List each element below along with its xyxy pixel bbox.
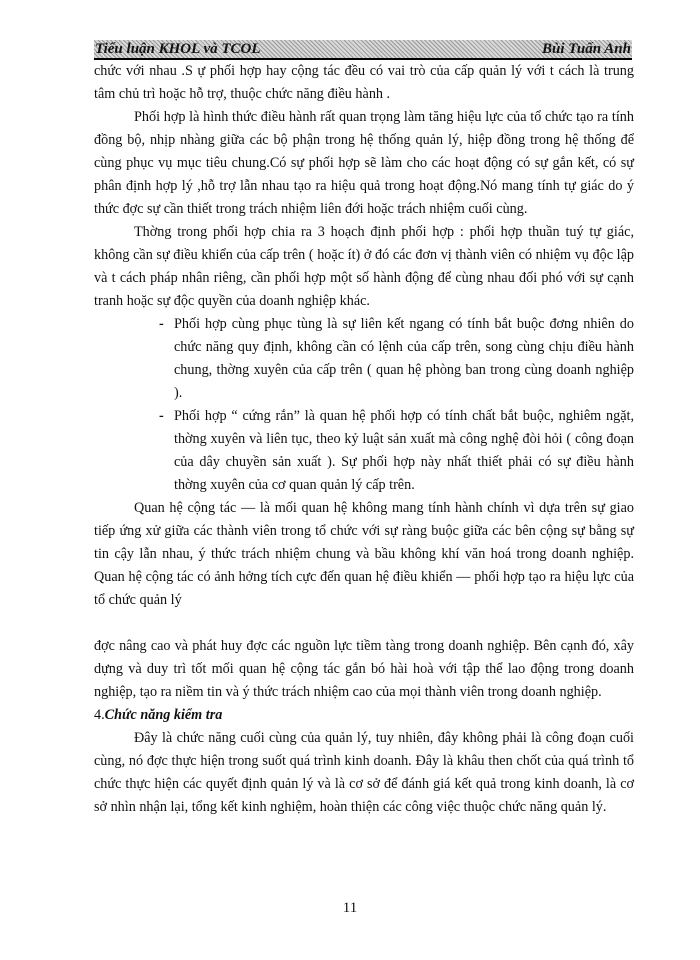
section-title: Chức năng kiểm tra	[104, 707, 223, 723]
paragraph-3: Thờng trong phối hợp chia ra 3 hoạch định phối hợp : phối hợp thuần tuý tự giác, không cần sự điều khiển của cấp trên ( hoặc ít) ở đó các đơn vị thành viên có nhiệm vụ độc lập và t cách pháp nhân riêng, cần phối hợp một số hành động để cùng nhau đối phó với sự cạnh tranh hoặc sự độc quyền của doanh nghiệp khác.	[94, 224, 634, 309]
document-body	[94, 60, 634, 819]
paragraph-2: Phối hợp là hình thức điều hành rất quan trọng làm tăng hiệu lực của tổ chức tạo ra tính đồng bộ, nhịp nhàng giữa các bộ phận trong hệ thống quản lý, hiệp đồng trong hệ thống để cùng phục vụ mục tiêu chung.Có sự phối hợp sẽ làm cho các hoạt động có sự gắn kết, có sự phân định hợp lý ,hỗ trợ lẫn nhau tạo ra hiệu quả trong hoạt động.Nó mang tính tự giác do ý thức đợc sự cần thiết trong trách nhiệm liên đới hoặc trách nhiệm cuối cùng.	[94, 109, 634, 217]
paragraph-6: Đây là chức năng cuối cùng của quản lý, tuy nhiên, đây không phải là công đoạn cuối cùng, nó đợc thực hiện trong suốt quá trình kinh doanh. Đây là khâu then chốt của quá trình tổ chức thực hiện các quyết định quản lý và là cơ sở để đánh giá kết quả trong kinh doanh, là cơ sở nhìn nhận lại, tổng kết kinh nghiệm, hoàn thiện các công việc thuộc chức năng quản lý.	[94, 730, 634, 815]
paragraph-1: chức với nhau .S ự phối hợp hay cộng tác đều có vai trò của cấp quản lý với t cách là trung tâm chủ trì hoặc hỗ trợ, thuộc chức năng điều hành .	[94, 63, 634, 102]
paragraph-4: Quan hệ cộng tác — là mối quan hệ không mang tính hành chính vì dựa trên sự giao tiếp ứng xử giữa các thành viên trong tổ chức với sự ràng buộc giữa các bên cộng sự bằng sự tin cậy lẫn nhau, ý thức trách nhiệm chung và bầu không khí văn hoá trong doanh nghiệp. Quan hệ cộng tác có ảnh hởng tích cực đến quan hệ điều khiển — phối hợp tạo ra hiệu lực của tổ chức quản lý	[94, 500, 634, 608]
page-header	[94, 40, 632, 60]
section-heading	[94, 704, 634, 727]
spacer	[94, 612, 634, 635]
bullet-list	[94, 313, 634, 497]
bullet-item-1: - Phối hợp cùng phục tùng là sự liên kết ngang có tính bắt buộc đơng nhiên do chức năng quy định, không cần có lệnh của cấp trên, song cùng chịu điều hành chung, thờng xuyên của cấp trên ( quan hệ phòng ban trong cùng doanh nghiệp ).	[174, 313, 634, 405]
section-number: 4.	[94, 707, 105, 723]
header-author: Bùi Tuấn Anh	[542, 41, 631, 57]
header-title: Tiểu luận KHOL và TCOL	[95, 41, 261, 57]
bullet-item-2: - Phối hợp “ cứng rắn” là quan hệ phối hợp có tính chất bắt buộc, nghiêm ngặt, thờng xuyên và liên tục, theo kỷ luật sản xuất mà công nghệ đòi hỏi ( công đoạn của dây chuyền sản xuất ). Sự phối hợp này nhất thiết phải có sự điều hành thờng xuyên của cơ quan quản lý cấp trên.	[174, 405, 634, 497]
page-number: 11	[342, 900, 358, 916]
paragraph-5: đợc nâng cao và phát huy đợc các nguồn lực tiềm tàng trong doanh nghiệp. Bên cạnh đó, xây dựng và duy trì tốt mối quan hệ cộng tác gắn bó hài hoà với tập thể lao động trong doanh nghiệp, tạo ra niềm tin và ý thức trách nhiệm cao của mọi thành viên trong doanh nghiệp.	[94, 638, 634, 700]
